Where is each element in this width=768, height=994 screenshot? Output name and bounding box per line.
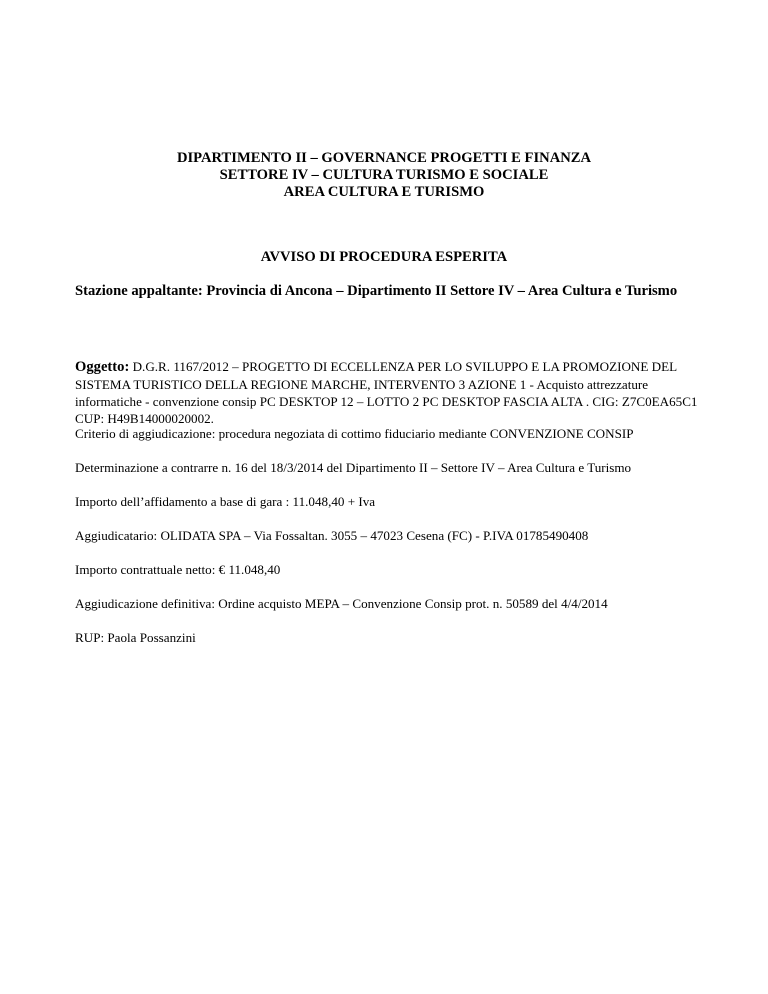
net-amount: Importo contrattuale netto: € 11.048,40 — [75, 562, 281, 577]
notice-title: AVVISO DI PROCEDURA ESPERITA — [260, 249, 508, 265]
header-department: DIPARTIMENTO II – GOVERNANCE PROGETTI E FINANZA — [176, 150, 592, 166]
subject-label: Oggetto: — [75, 359, 130, 375]
subject-text: D.G.R. 1167/2012 – PROGETTO DI ECCELLENZA PER LO SVILUPPO E LA PROMOZIONE DEL SISTEMA TURISTICO DELLA REGIONE MARCHE, INTERVENTO 3 AZIONE 1 - Acquisto attrezzature informatiche - convenzione consip PC DESKTOP 12 – LOTTO 2 PC DESKTOP FASCIA ALTA . CIG: Z7C0EA65C1 CUP: H49B14000020002. — [75, 359, 698, 426]
department-header — [0, 150, 768, 201]
awardee: Aggiudicatario: OLIDATA SPA – Via Fossaltan. 3055 – 47023 Cesena (FC) - P.IVA 01785490408 — [75, 528, 589, 543]
rup: RUP: Paola Possanzini — [75, 630, 196, 645]
base-amount: Importo dell’affidamento a base di gara : 11.048,40 + Iva — [75, 494, 376, 509]
contracting-station: Stazione appaltante: Provincia di Ancona – Dipartimento II Settore IV – Area Cultura e Turismo — [75, 283, 678, 299]
determination: Determinazione a contrarre n. 16 del 18/3/2014 del Dipartimento II – Settore IV – Area Cultura e Turismo — [75, 460, 632, 475]
subject-paragraph — [75, 358, 700, 427]
header-area: AREA CULTURA E TURISMO — [283, 184, 485, 200]
final-award: Aggiudicazione definitiva: Ordine acquisto MEPA – Convenzione Consip prot. n. 50589 del 4/4/2014 — [75, 596, 608, 611]
header-sector: SETTORE IV – CULTURA TURISMO E SOCIALE — [219, 167, 549, 183]
award-criterion: Criterio di aggiudicazione: procedura negoziata di cottimo fiduciario mediante CONVENZIONE CONSIP — [75, 426, 634, 441]
